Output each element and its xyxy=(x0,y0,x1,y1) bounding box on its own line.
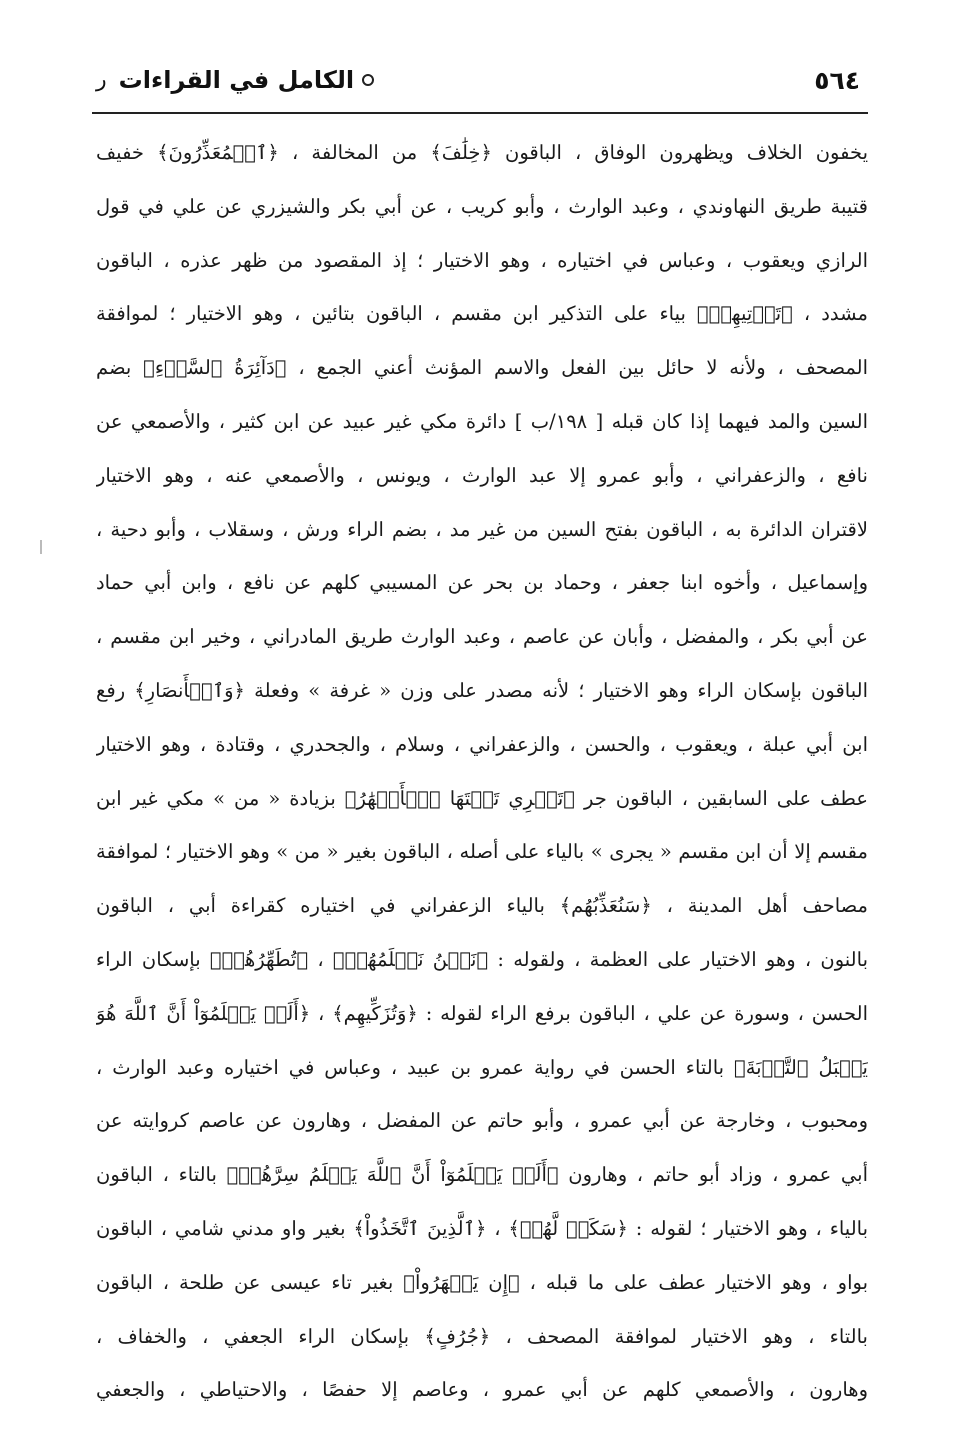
text-line: لاقتران الدائرة به ، الباقون بفتح السين من غير مد ، بضم الراء ورش ، وسقلاب ، وأبو دحية ، xyxy=(96,517,868,541)
text-line: يخفون الخلاف ويظهرون الوفاق ، الباقون ﴿خِلَٰفَ﴾ من المخالفة ، ﴿ٱلۡمُعَذِّرُونَ﴾ خفيف xyxy=(96,141,868,164)
header-divider xyxy=(92,112,868,114)
margin-mark xyxy=(40,540,42,554)
text-line: الرازي ويعقوب ، وعباس في اختياره ، وهو الاختيار ؛ إذ المقصود من ظهر عذره ، الباقون xyxy=(96,248,868,272)
text-line: ابن أبي عبلة ، ويعقوب ، والحسن ، والزعفراني ، وسلام ، والجحدري ، وقتادة ، وهو الاختيار xyxy=(96,732,868,756)
text-line: السين والمد فيهما إذا كان قبله [ ١٩٨/ب ] دائرة مكي غير عبيد عن ابن كثير ، والأصمعي عن xyxy=(96,409,868,433)
text-line: أبي عمرو ، وزاد أبو حاتم ، وهارون ﴿أَلَمۡ يَعۡلَمُوٓاْ أَنَّ ٱللَّهَ يَعۡلَمُ سِرَّهُمۡ﴾ بالتاء ، الباقون xyxy=(96,1163,868,1187)
page-number: ٥٦٤ xyxy=(814,65,860,95)
text-line: قتيبة طريق النهاوندي ، وعبد الوارث ، وأبو كريب ، عن أبي بكر والشيزري عن علي في قول xyxy=(96,194,868,218)
text-line: مصاحف أهل المدينة ، ﴿سَنُعَذِّبُهُم﴾ بالياء الزعفراني في اختياره كقراءة أبي ، الباقون xyxy=(96,894,868,918)
text-line: وإسماعيل ، وأخوه ابنا جعفر ، وحماد بن بحر عن المسيبي كلهم عن نافع ، وابن أبي حماد xyxy=(96,571,868,595)
circle-ornament-icon xyxy=(362,74,374,86)
book-title: الكامل في القراءات xyxy=(118,66,355,94)
text-line: عن أبي بكر ، والمفضل ، وأبان عن عاصم ، وعبد الوارث طريق المادراني ، وخير ابن مقسم ، xyxy=(96,625,868,649)
text-line: بالياء ، وهو الاختيار ؛ لقوله : ﴿سَكَنٞ لَّهُمۡ﴾ ، ﴿ٱلَّذِينَ ٱتَّخَذُواْ﴾ بغير واو مدني شامي ، الباقون xyxy=(96,1216,868,1240)
text-line: الباقون بإسكان الراء وهو الاختيار ؛ لأنه مصدر على وزن « غرفة » وفعلة ﴿وَٱلۡأَنصَارِ﴾ رفع xyxy=(96,678,868,702)
text-line: بواو ، وهو الاختيار عطف على ما قبله ، ﴿إِن يَظۡهَرُواْ﴾ بغير تاء عيسى عن طلحة ، الباقون xyxy=(96,1270,868,1294)
text-line: وهارون ، والأصمعي كلهم عن أبي عمرو ، وعاصم إلا حفصًا ، والاحتياطي ، والجعفي xyxy=(96,1378,868,1402)
text-line: مقسم إلا أن ابن مقسم « يجرى » بالياء على أصله ، الباقون بغير « من » وهو الاختيار ؛ لموافقة xyxy=(96,840,868,864)
text-line: بالنون ، وهو الاختيار على العظمة ، ولقوله : ﴿نَحۡنُ نَعۡلَمُهُمۡ﴾ ، ﴿تُطَهِّرُهُمۡ﴾ بإسكان الراء xyxy=(96,947,868,971)
text-line: المصحف ، ولأنه لا حائل بين الفعل والاسم المؤنث أعني الجمع ، ﴿دَآئِرَةُ ٱلسَّوۡءِ﴾ بضم xyxy=(96,356,868,380)
text-line: نافع ، والزعفراني ، وأبو عمرو إلا عبد الوارث ، ويونس ، والأصمعي عنه ، وهو الاختيار xyxy=(96,463,868,487)
text-line: بالتاء ، وهو الاختيار لموافقة المصحف ، ﴿جُرُفٍ﴾ بإسكان الراء الجعفي ، والخفاف ، xyxy=(96,1324,868,1348)
running-header xyxy=(96,58,860,102)
text-line: يَقۡبَلُ ٱلتَّوۡبَةَ﴾ بالتاء الحسن في رواية عمرو بن عبيد ، وعباس في اختياره وعبد الوارث ، xyxy=(96,1055,868,1079)
running-title xyxy=(96,66,374,94)
text-line: ومحبوب ، وخارجة عن أبي عمرو ، وأبو حاتم عن المفضل ، وهارون عن عاصم كروايته عن xyxy=(96,1109,868,1133)
text-line: الحسن ، وسورة عن علي ، الباقون برفع الراء لقوله : ﴿وَتُزَكِّيهِم﴾ ، ﴿أَلَمۡ يَعۡلَمُوٓاْ أَنَّ ٱللَّهَ هُوَ xyxy=(96,1001,868,1025)
main-text xyxy=(96,126,868,1417)
text-line: مشدد ، ﴿تَأۡتِيهِمۡ﴾ بياء على التذكير ابن مقسم ، الباقون بتائين ، وهو الاختيار ؛ لموافقة xyxy=(96,302,868,326)
text-line: عطف على السابقين ، الباقون جر ﴿تَجۡرِي تَحۡتَهَا ٱلۡأَنۡهَٰرُ﴾ بزيادة « من » مكي غير ابن xyxy=(96,786,868,810)
crescent-ornament-icon: ر xyxy=(96,67,107,92)
